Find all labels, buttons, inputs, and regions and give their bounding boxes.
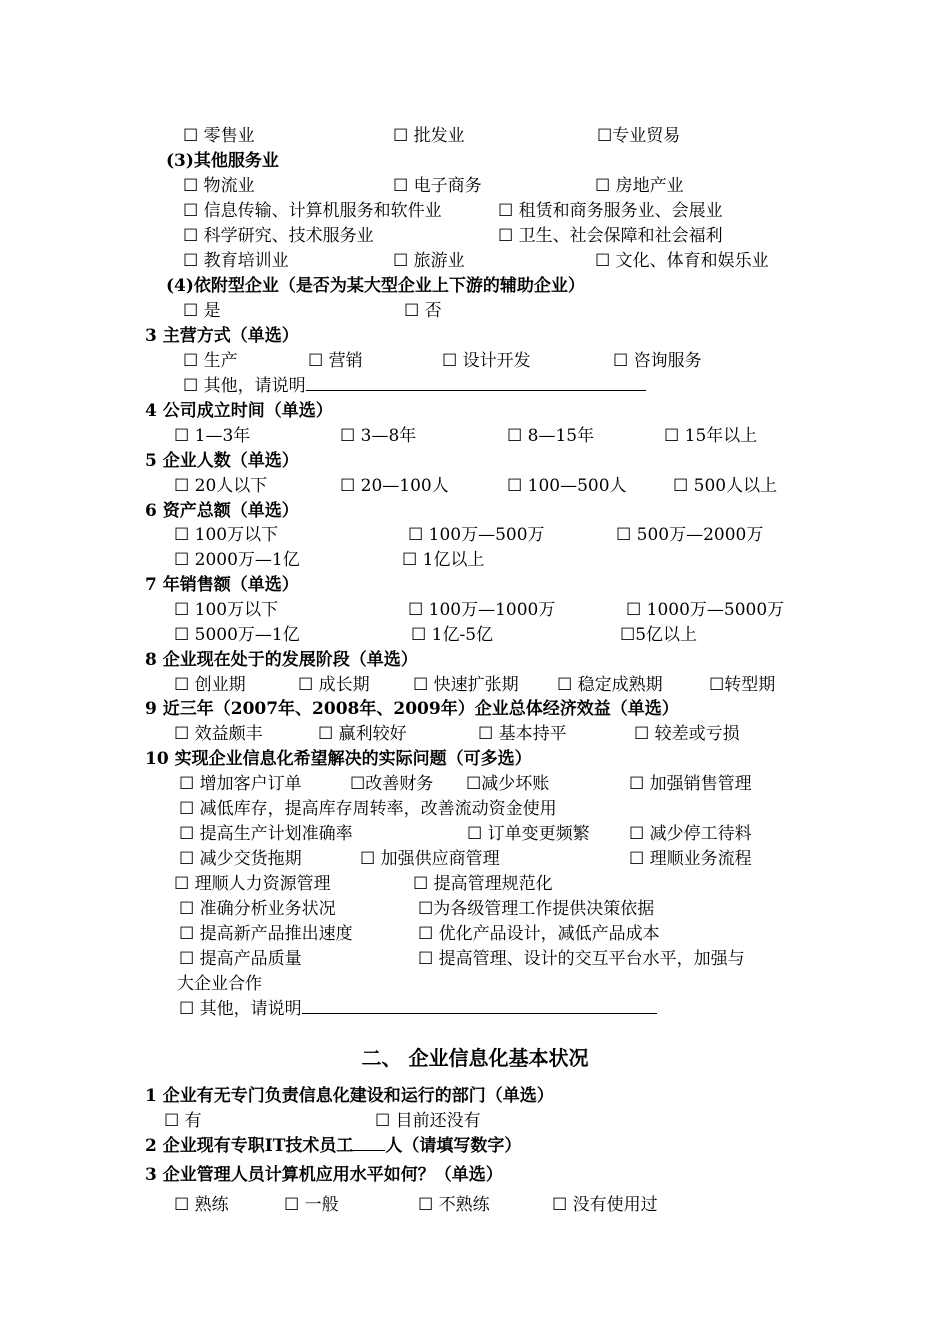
checkbox-plan-accuracy[interactable]: ☐ 提高生产计划准确率 <box>179 824 353 844</box>
checkbox-sales-100m-500m[interactable]: ☐ 1亿-5亿 <box>411 625 494 645</box>
checkbox-under-20[interactable]: ☐ 20人以下 <box>174 476 268 496</box>
q3-other-option <box>183 375 646 397</box>
checkbox-reduce-inventory[interactable]: ☐ 减低库存，提高库存周转率，改善流动资金使用 <box>179 799 557 819</box>
other-mode-input[interactable] <box>306 376 646 391</box>
heading-other-services: (3)其他服务业 <box>166 151 279 171</box>
checkbox-product-quality[interactable]: ☐ 提高产品质量 <box>179 949 302 969</box>
checkbox-assets-5m-20m[interactable]: ☐ 500万—2000万 <box>616 525 764 545</box>
checkbox-100-500[interactable]: ☐ 100—500人 <box>507 476 627 496</box>
checkbox-other-problem[interactable]: ☐ 其他，请说明 <box>179 999 302 1019</box>
checkbox-logistics[interactable]: ☐ 物流业 <box>183 176 255 196</box>
checkbox-improve-finance[interactable]: ☐改善财务 <box>350 774 434 794</box>
checkbox-education[interactable]: ☐ 教育培训业 <box>183 251 289 271</box>
checkbox-reduce-bad-debt[interactable]: ☐减少坏账 <box>466 774 550 794</box>
checkbox-optimize-design[interactable]: ☐ 优化产品设计，减低产品成本 <box>418 924 660 944</box>
checkbox-hr-management[interactable]: ☐ 理顺人力资源管理 <box>174 874 331 894</box>
checkbox-500-plus[interactable]: ☐ 500人以上 <box>673 476 778 496</box>
checkbox-business-analysis[interactable]: ☐ 准确分析业务状况 <box>179 899 336 919</box>
checkbox-loss[interactable]: ☐ 较差或亏损 <box>634 724 740 744</box>
checkbox-retail[interactable]: ☐ 零售业 <box>183 126 255 146</box>
checkbox-very-profitable[interactable]: ☐ 效益颇丰 <box>174 724 263 744</box>
s2-question-2-it-staff <box>145 1135 521 1157</box>
checkbox-expansion[interactable]: ☐ 快速扩张期 <box>413 675 519 695</box>
question-9-performance: 9 近三年（2007年、2008年、2009年）企业总体经济效益（单选） <box>145 699 679 719</box>
checkbox-no[interactable]: ☐ 否 <box>404 301 442 321</box>
checkbox-growth[interactable]: ☐ 成长期 <box>298 675 370 695</box>
question-4-founding: 4 公司成立时间（单选） <box>145 401 333 421</box>
checkbox-has-department[interactable]: ☐ 有 <box>164 1111 202 1131</box>
checkbox-sales-under-1m[interactable]: ☐ 100万以下 <box>174 600 279 620</box>
checkbox-design[interactable]: ☐ 设计开发 <box>442 351 531 371</box>
checkbox-1-3-years[interactable]: ☐ 1—3年 <box>174 426 251 446</box>
it-staff-prefix: 2 企业现有专职IT技术员工 <box>145 1136 354 1156</box>
checkbox-mature[interactable]: ☐ 稳定成熟期 <box>557 675 663 695</box>
checkbox-average[interactable]: ☐ 一般 <box>284 1195 339 1215</box>
checkbox-new-product-speed[interactable]: ☐ 提高新产品推出速度 <box>179 924 353 944</box>
checkbox-other-mode[interactable]: ☐ 其他，请说明 <box>183 376 306 396</box>
checkbox-reduce-delivery-delay[interactable]: ☐ 减少交货拖期 <box>179 849 302 869</box>
checkbox-never-used[interactable]: ☐ 没有使用过 <box>552 1195 658 1215</box>
checkbox-decision-support[interactable]: ☐为各级管理工作提供决策依据 <box>418 899 655 919</box>
question-10-problems: 10 实现企业信息化希望解决的实际问题（可多选） <box>145 749 532 769</box>
it-staff-count-input[interactable] <box>353 1136 385 1151</box>
checkbox-ecommerce[interactable]: ☐ 电子商务 <box>393 176 482 196</box>
checkbox-assets-100m-plus[interactable]: ☐ 1亿以上 <box>402 550 485 570</box>
checkbox-health[interactable]: ☐ 卫生、社会保障和社会福利 <box>498 226 723 246</box>
section-2-title: 二、 企业信息化基本状况 <box>361 1046 589 1070</box>
checkbox-it-services[interactable]: ☐ 信息传输、计算机服务和软件业 <box>183 201 442 221</box>
checkbox-assets-under-1m[interactable]: ☐ 100万以下 <box>174 525 279 545</box>
s2-question-3-computer-skill: 3 企业管理人员计算机应用水平如何？（单选） <box>145 1165 503 1185</box>
checkbox-8-15-years[interactable]: ☐ 8—15年 <box>507 426 595 446</box>
checkbox-research[interactable]: ☐ 科学研究、技术服务业 <box>183 226 374 246</box>
heading-dependent-enterprise: (4)依附型企业（是否为某大型企业上下游的辅助企业） <box>166 276 585 296</box>
checkbox-break-even[interactable]: ☐ 基本持平 <box>478 724 567 744</box>
q10-row-8-continuation: 大企业合作 <box>177 974 262 994</box>
checkbox-supplier-management[interactable]: ☐ 加强供应商管理 <box>360 849 500 869</box>
s2-question-1-department: 1 企业有无专门负责信息化建设和运行的部门（单选） <box>145 1086 554 1106</box>
it-staff-suffix: 人（请填写数字） <box>385 1136 522 1156</box>
checkbox-assets-1m-5m[interactable]: ☐ 100万—500万 <box>408 525 545 545</box>
checkbox-production[interactable]: ☐ 生产 <box>183 351 238 371</box>
checkbox-reduce-downtime[interactable]: ☐ 减少停工待料 <box>629 824 752 844</box>
checkbox-trade[interactable]: ☐专业贸易 <box>597 126 681 146</box>
checkbox-wholesale[interactable]: ☐ 批发业 <box>393 126 465 146</box>
checkbox-profitable[interactable]: ☐ 赢利较好 <box>318 724 407 744</box>
question-3-business-mode: 3 主营方式（单选） <box>145 326 299 346</box>
checkbox-no-department[interactable]: ☐ 目前还没有 <box>375 1111 481 1131</box>
checkbox-tourism[interactable]: ☐ 旅游业 <box>393 251 465 271</box>
checkbox-sales-500m-plus[interactable]: ☐5亿以上 <box>620 625 698 645</box>
checkbox-sales-management[interactable]: ☐ 加强销售管理 <box>629 774 752 794</box>
checkbox-order-changes[interactable]: ☐ 订单变更频繁 <box>467 824 590 844</box>
checkbox-unskilled[interactable]: ☐ 不熟练 <box>418 1195 490 1215</box>
question-8-stage: 8 企业现在处于的发展阶段（单选） <box>145 650 418 670</box>
checkbox-startup[interactable]: ☐ 创业期 <box>174 675 246 695</box>
checkbox-skilled[interactable]: ☐ 熟练 <box>174 1195 229 1215</box>
checkbox-20-100[interactable]: ☐ 20—100人 <box>340 476 449 496</box>
checkbox-yes[interactable]: ☐ 是 <box>183 301 221 321</box>
q10-other-option <box>179 998 657 1020</box>
question-7-sales: 7 年销售额（单选） <box>145 575 299 595</box>
checkbox-leasing[interactable]: ☐ 租赁和商务服务业、会展业 <box>498 201 723 221</box>
checkbox-culture[interactable]: ☐ 文化、体育和娱乐业 <box>595 251 769 271</box>
checkbox-transformation[interactable]: ☐转型期 <box>709 675 776 695</box>
question-5-headcount: 5 企业人数（单选） <box>145 451 299 471</box>
checkbox-interactive-platform[interactable]: ☐ 提高管理、设计的交互平台水平，加强与 <box>418 949 745 969</box>
checkbox-management-standards[interactable]: ☐ 提高管理规范化 <box>413 874 553 894</box>
checkbox-consulting[interactable]: ☐ 咨询服务 <box>613 351 702 371</box>
checkbox-assets-20m-100m[interactable]: ☐ 2000万—1亿 <box>174 550 300 570</box>
other-problem-input[interactable] <box>302 999 657 1014</box>
checkbox-real-estate[interactable]: ☐ 房地产业 <box>595 176 684 196</box>
checkbox-sales-50m-100m[interactable]: ☐ 5000万—1亿 <box>174 625 300 645</box>
checkbox-15-plus-years[interactable]: ☐ 15年以上 <box>664 426 758 446</box>
question-6-assets: 6 资产总额（单选） <box>145 501 299 521</box>
checkbox-marketing[interactable]: ☐ 营销 <box>308 351 363 371</box>
checkbox-business-process[interactable]: ☐ 理顺业务流程 <box>629 849 752 869</box>
checkbox-3-8-years[interactable]: ☐ 3—8年 <box>340 426 417 446</box>
checkbox-sales-10m-50m[interactable]: ☐ 1000万—5000万 <box>626 600 785 620</box>
checkbox-sales-1m-10m[interactable]: ☐ 100万—1000万 <box>408 600 556 620</box>
checkbox-increase-orders[interactable]: ☐ 增加客户订单 <box>179 774 302 794</box>
